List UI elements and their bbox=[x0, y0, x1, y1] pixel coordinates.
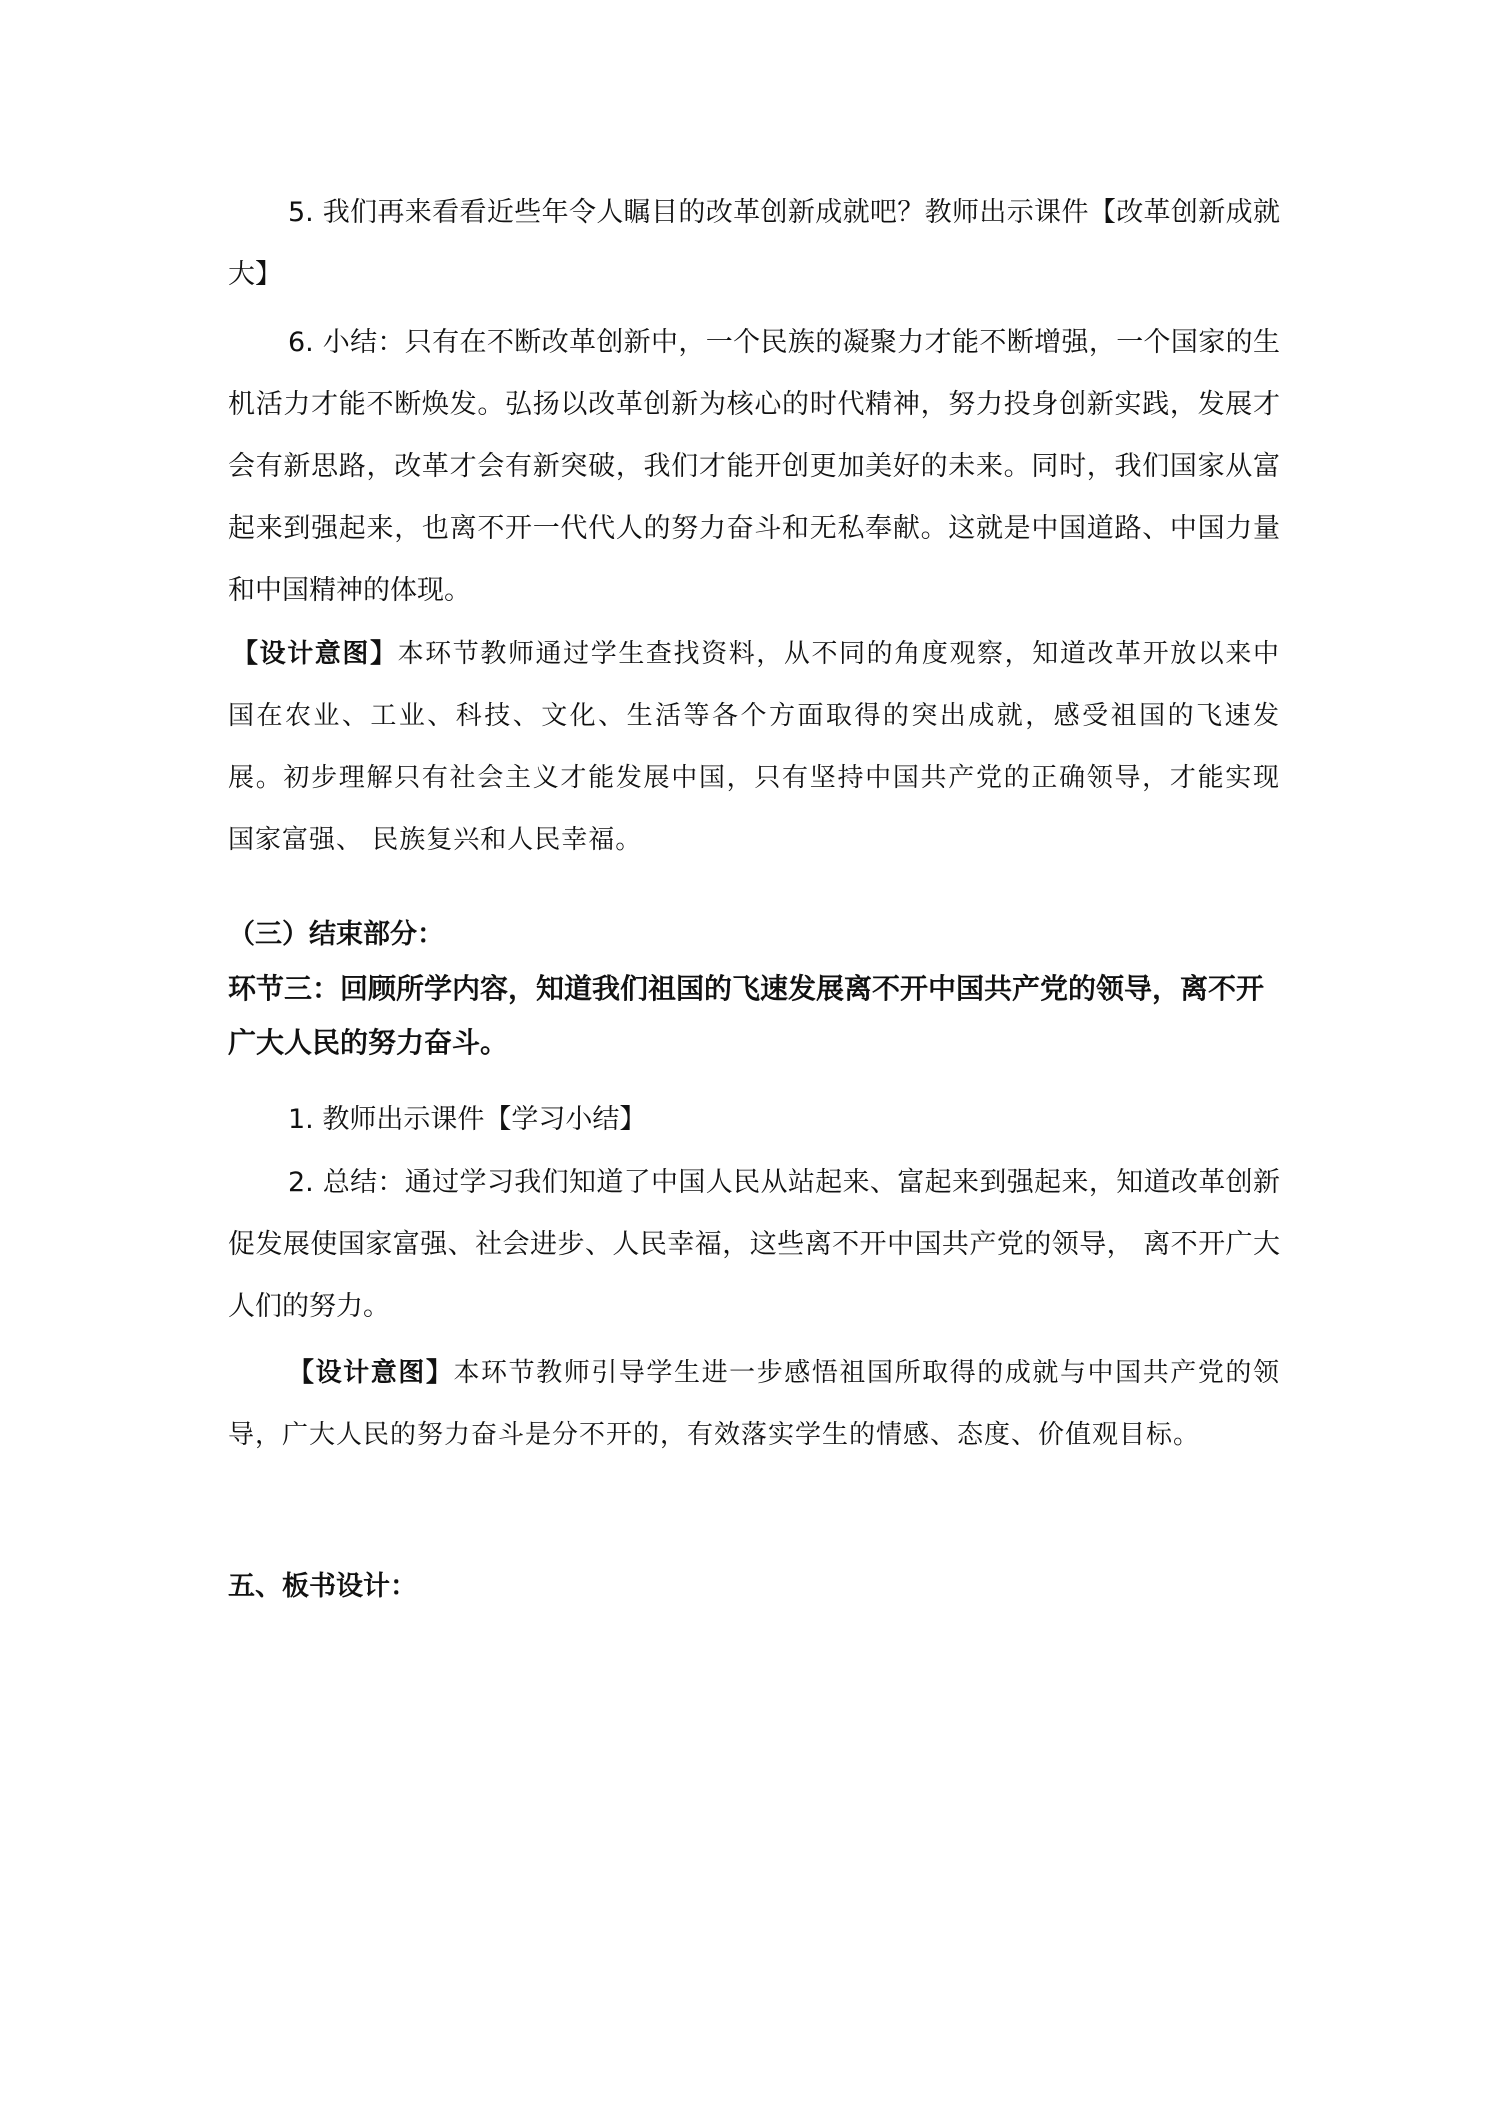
paragraph-5: 5. 我们再来看看近些年令人瞩目的改革创新成就吧？教师出示课件【改革创新成就大】 bbox=[228, 197, 1280, 290]
paragraph-6-summary: 6. 小结：只有在不断改革创新中，一个民族的凝聚力才能不断增强，一个国家的生机活力才能不断焕发。弘扬以改革创新为核心的时代精神，努力投身创新实践，发展才会有新思路，改革才会有新突破，我们才能开创更加美好的未来。同时，我们国家从富起来到强起来，也离不开一代代人的努力奋斗和无私奉献。这就是中国道路、中国力量和中国精神的体现。 bbox=[228, 327, 1280, 606]
design-intent-tag: 【设计意图】 bbox=[288, 1358, 454, 1388]
list-item-2-summary: 2. 总结：通过学习我们知道了中国人民从站起来、富起来到强起来，知道改革创新促发展使国家富强、社会进步、人民幸福，这些离不开中国共产党的领导， 离不开广大人们的努力。 bbox=[228, 1167, 1280, 1322]
section-3-heading: （三）结束部分： bbox=[228, 919, 444, 950]
section-5-heading: 五、板书设计： bbox=[228, 1571, 417, 1602]
design-intent-tag: 【设计意图】 bbox=[232, 639, 398, 669]
design-intent-2 bbox=[228, 1342, 1280, 1466]
design-intent-1 bbox=[228, 623, 1280, 871]
link-3-heading: 环节三：回顾所学内容，知道我们祖国的飞速发展离不开中国共产党的领导，离不开广大人民的努力奋斗。 bbox=[228, 972, 1265, 1059]
design-intent-text: 本环节教师引导学生进一步感悟祖国所取得的成就与中国共产党的领导，广大人民的努力奋斗是分不开的，有效落实学生的情感、态度、价值观目标。 bbox=[228, 1358, 1280, 1450]
list-item-1: 1. 教师出示课件【学习小结】 bbox=[288, 1104, 647, 1135]
design-intent-text: 本环节教师通过学生查找资料，从不同的角度观察，知道改革开放以来中国在农业、工业、科技、文化、生活等各个方面取得的突出成就，感受祖国的飞速发展。初步理解只有社会主义才能发展中国，只有坚持中国共产党的正确领导，才能实现国家富强、 民族复兴和人民幸福。 bbox=[228, 639, 1280, 855]
